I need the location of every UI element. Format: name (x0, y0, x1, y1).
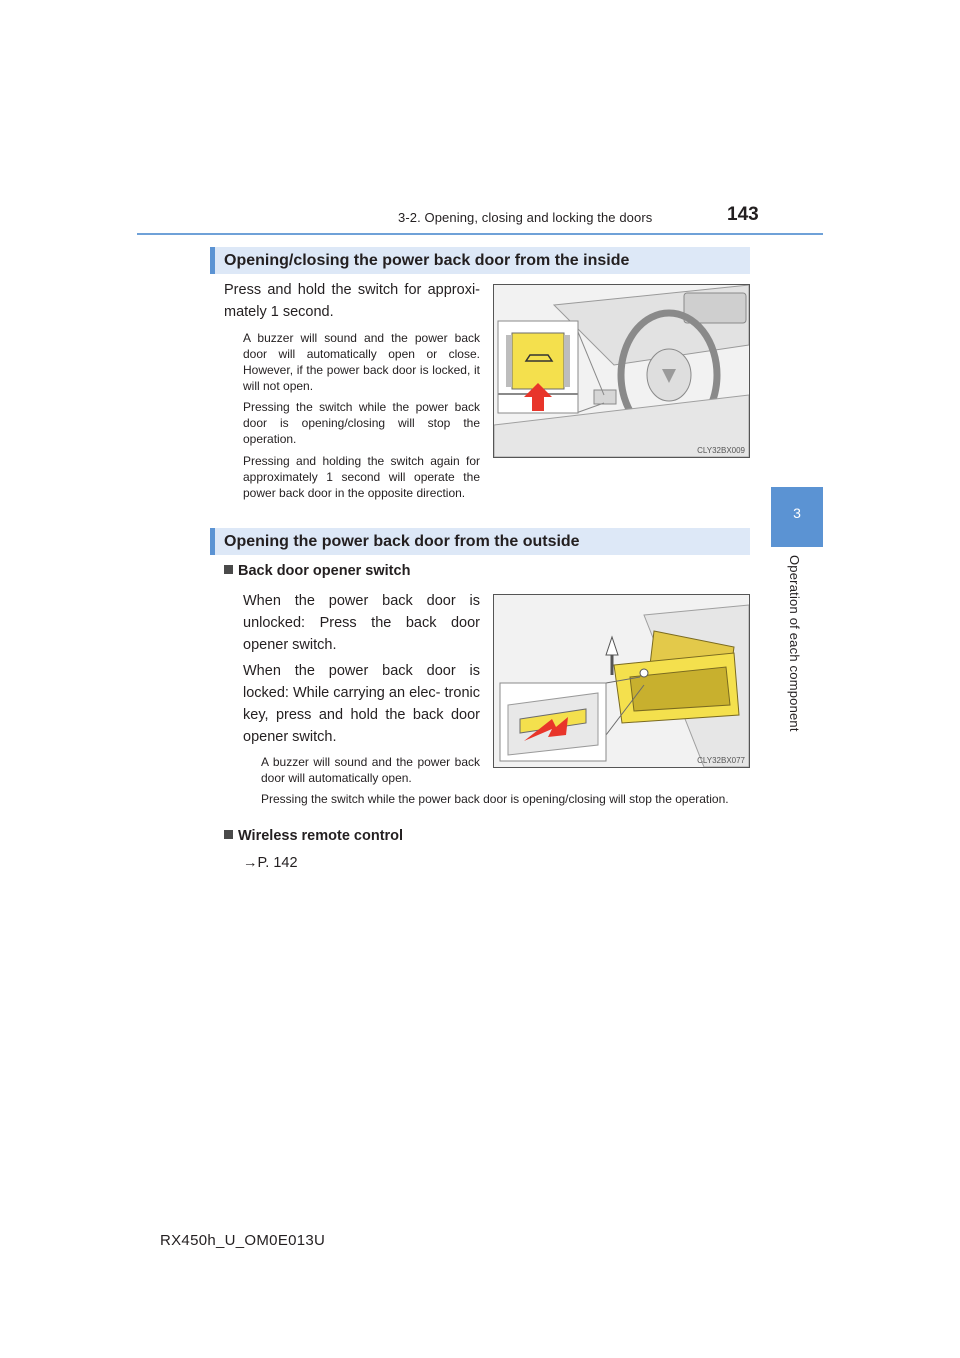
locked-instruction: When the power back door is locked: While carrying an elec- tronic key, press and hold the back door opener switch. (243, 663, 480, 745)
back-door-illustration (494, 595, 749, 767)
instruction-text: Press and hold the switch for approxi- mately 1 second. (224, 282, 480, 320)
model-code: RX450h_U_OM0E013U (160, 1232, 326, 1249)
bullet-square-icon (224, 565, 233, 574)
figure-code-2: CLY32BX077 (697, 756, 745, 765)
page-reference-link[interactable]: →P. 142 (243, 855, 298, 871)
back-door-figure (493, 594, 750, 768)
chapter-label: Operation of each component (787, 555, 802, 732)
note-2: Pressing the switch while the power back door is opening/closing will stop the operation. (243, 400, 480, 446)
section-heading-outside: Opening the power back door from the outside (210, 528, 750, 555)
figure-code: CLY32BX009 (697, 446, 745, 455)
subhead-opener-switch: Back door opener switch (224, 563, 410, 579)
note-1: A buzzer will sound and the power back door will automatically open or close. However, if the power back door is locked, it will not open. (243, 331, 480, 393)
running-header: 3-2. Opening, closing and locking the doors (398, 210, 653, 225)
opener-note-2: Pressing the switch while the power back door is opening/closing will stop the operation. (261, 792, 729, 806)
unlocked-instruction: When the power back door is unlocked: Press the back door opener switch. (243, 593, 480, 653)
page-number: 143 (727, 204, 759, 225)
header-rule (137, 233, 823, 235)
opener-note-1: A buzzer will sound and the power back door will automatically open. (261, 755, 480, 785)
dashboard-figure (493, 284, 750, 458)
bullet-square-icon (224, 830, 233, 839)
subhead-wireless-remote: Wireless remote control (224, 828, 403, 844)
section-heading-inside: Opening/closing the power back door from the inside (210, 247, 750, 274)
dashboard-illustration (494, 285, 749, 457)
chapter-number: 3 (793, 505, 801, 521)
note-3: Pressing and holding the switch again for approximately 1 second will operate the power back door in the opposite direction. (243, 454, 480, 500)
